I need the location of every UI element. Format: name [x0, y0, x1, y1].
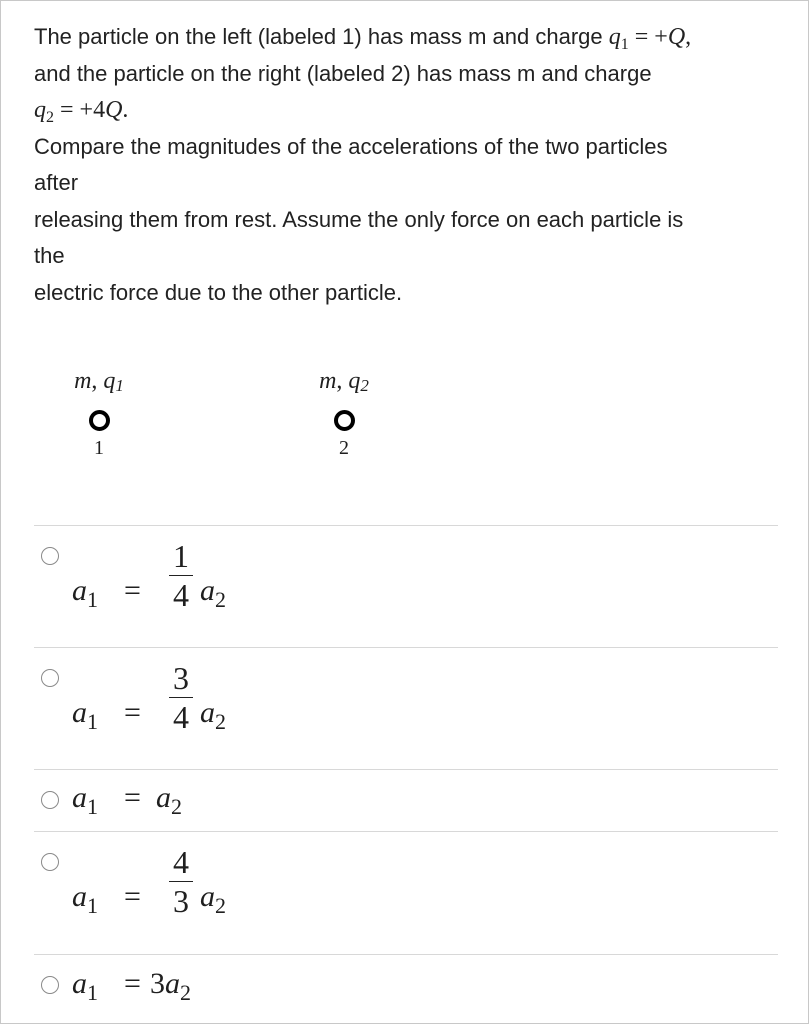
question-line-2: and the particle on the right (labeled 2) has mass m and charge [34, 60, 652, 86]
option-2-lhs [72, 696, 98, 734]
subscript: 2 [215, 893, 226, 918]
charge-symbol: q [348, 368, 361, 394]
option-3-rhs [156, 781, 182, 819]
fraction-bar [169, 881, 193, 882]
answer-option-2[interactable] [34, 647, 778, 770]
subscript: 2 [180, 980, 191, 1005]
answer-option-5[interactable] [34, 954, 778, 1017]
separator: , [336, 368, 349, 394]
fraction-denominator: 3 [173, 883, 189, 919]
fraction-numerator: 3 [173, 660, 189, 696]
particle-2 [284, 366, 404, 460]
question-line-3 [34, 92, 774, 129]
a-symbol: a [72, 781, 87, 814]
question-line-5: after [34, 170, 79, 195]
q-subscript: 1 [620, 36, 629, 53]
subscript: 2 [215, 587, 226, 612]
option-3-lhs [72, 781, 98, 819]
charge-q1-expression [608, 24, 692, 53]
question-text [34, 19, 774, 311]
question-line-1 [34, 19, 774, 56]
equals-sign: = [124, 967, 141, 1000]
answer-option-1[interactable] [34, 525, 778, 648]
option-4-lhs [72, 880, 98, 918]
charge-subscript: 2 [360, 376, 369, 395]
a-symbol: a [200, 880, 215, 913]
radio-button-option-4[interactable] [41, 853, 59, 871]
option-2-rhs [200, 696, 226, 734]
option-4-rhs [200, 880, 226, 918]
subscript: 2 [215, 709, 226, 734]
a-symbol: a [72, 574, 87, 607]
q-symbol: q [34, 97, 46, 123]
particle-2-dot [334, 410, 355, 431]
question-line-8: electric force due to the other particle. [34, 279, 403, 305]
a-symbol: a [72, 880, 87, 913]
fraction-numerator: 4 [173, 844, 189, 880]
Q-symbol: Q [105, 97, 123, 123]
option-5-rhs [150, 967, 191, 1005]
coefficient: 3 [150, 967, 165, 1000]
equals-sign: = [124, 781, 141, 814]
subscript: 1 [87, 587, 98, 612]
radio-button-option-3[interactable] [41, 791, 59, 809]
particles-diagram [1, 356, 809, 476]
particle-1-number: 1 [94, 437, 104, 459]
option-5-lhs [72, 967, 98, 1005]
radio-button-option-2[interactable] [41, 669, 59, 687]
particle-2-label [284, 366, 404, 396]
option-1-lhs [72, 574, 98, 612]
subscript: 1 [87, 893, 98, 918]
fraction [169, 539, 193, 612]
a-symbol: a [72, 696, 87, 729]
subscript: 1 [87, 709, 98, 734]
charge-q2-expression [34, 97, 129, 126]
subscript: 1 [87, 980, 98, 1005]
equals-plus: = + [628, 24, 668, 50]
fraction-numerator: 1 [173, 538, 189, 574]
charge-symbol: q [103, 368, 116, 394]
equals-sign: = [124, 574, 141, 607]
punctuation: , [685, 24, 692, 50]
q-subscript: 2 [46, 109, 54, 126]
subscript: 1 [87, 794, 98, 819]
a-symbol: a [200, 574, 215, 607]
a-symbol: a [165, 967, 180, 1000]
fraction [169, 661, 193, 734]
a-symbol: a [72, 967, 87, 1000]
a-symbol: a [156, 781, 171, 814]
particle-1 [39, 366, 159, 460]
particle-2-number: 2 [339, 437, 349, 459]
question-text-part: The particle on the left (labeled 1) has mass m and charge [34, 24, 609, 49]
answer-option-4[interactable] [34, 831, 778, 955]
fraction-denominator: 4 [173, 577, 189, 613]
equals-sign: = [124, 880, 141, 913]
equals-plus-four: = +4 [54, 97, 106, 123]
fraction-bar [169, 575, 193, 576]
separator: , [91, 368, 104, 394]
question-line-7: the [34, 243, 65, 268]
answer-option-3[interactable] [34, 769, 778, 832]
charge-subscript: 1 [115, 376, 124, 395]
a-symbol: a [200, 696, 215, 729]
equals-sign: = [124, 696, 141, 729]
radio-button-option-1[interactable] [41, 547, 59, 565]
subscript: 2 [171, 794, 182, 819]
Q-symbol: Q [667, 24, 686, 50]
punctuation: . [122, 97, 129, 123]
particle-1-label [39, 366, 159, 396]
radio-button-option-5[interactable] [41, 976, 59, 994]
mass-symbol: m [74, 368, 92, 394]
fraction-bar [169, 697, 193, 698]
mass-symbol: m [319, 368, 337, 394]
q-symbol: q [608, 24, 621, 50]
fraction-denominator: 4 [173, 699, 189, 735]
fraction [169, 845, 193, 918]
option-1-rhs [200, 574, 226, 612]
question-line-6: releasing them from rest. Assume the only force on each particle is [34, 206, 684, 232]
question-line-4: Compare the magnitudes of the accelerations of the two particles [34, 133, 668, 159]
particle-1-dot [89, 410, 110, 431]
